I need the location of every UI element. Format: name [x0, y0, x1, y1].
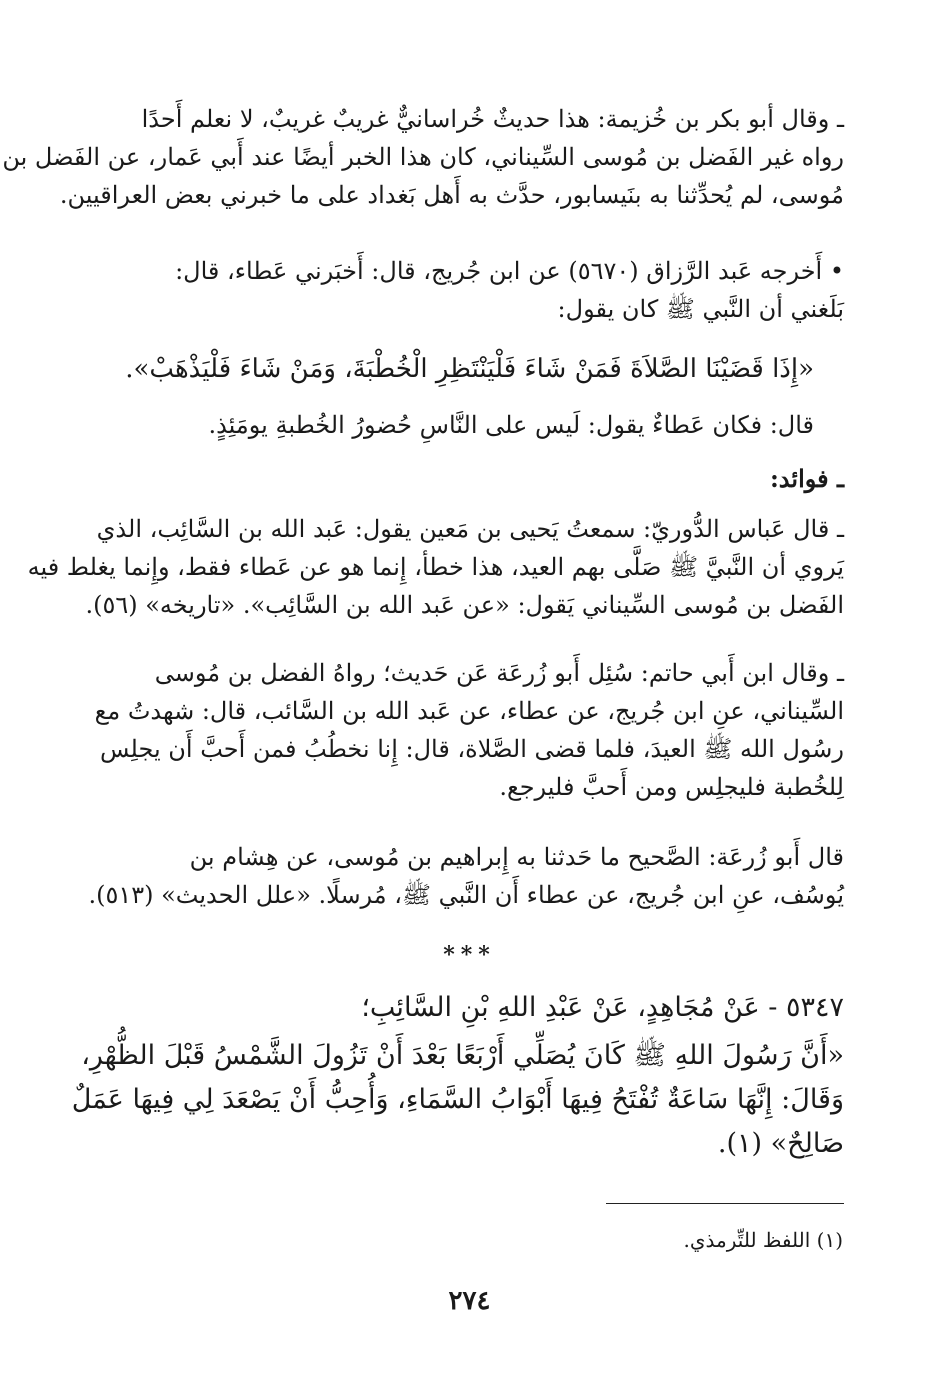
text-line: يُوسُف، عنِ ابن جُريج، عن عطاء أَن النَّبي ﷺ، مُرسلًا. «علل الحديث» (٥١٣).	[88, 881, 844, 909]
quote-text: «إِذَا قَضَيْنَا الصَّلاَةَ فَمَنْ شَاءَ فَلْيَنْتَظِرِ الْخُطْبَةَ، وَمَنْ شَاءَ فَلْيَذْهَبْ».	[125, 354, 814, 384]
benefits-heading	[96, 460, 844, 498]
text-line: صَالِحٌ» (١).	[717, 1128, 844, 1159]
text-line: قال: فكان عَطاءٌ يقول: لَيس على النَّاسِ حُضورُ الخُطبةِ يومَئِذٍ.	[208, 411, 814, 439]
heading-text: ـ فوائد:	[769, 464, 844, 493]
footnote-divider	[606, 1203, 844, 1204]
text-line: قال أَبو زُرعَة: الصَّحيح ما حَدثنا به إِبراهيم بن مُوسى، عن هِشام بن	[189, 843, 844, 871]
prophetic-quote	[96, 350, 844, 388]
text-line: مُوسى، لم يُحدِّثنا به بنَيسابور، حدَّث به أَهل بَغداد على ما خبرني بعض العراقيين.	[59, 181, 844, 209]
text-line: ـ وقال ابن أَبي حاتم: سُئِل أَبو زُرعَة عَن حَديث؛ رواهُ الفضل بن مُوسى	[154, 659, 844, 687]
page-number: ٢٧٤	[448, 1286, 491, 1316]
text-line: • أَخرجه عَبد الرَّزاق (٥٦٧٠) عن ابن جُريج، قال: أَخبَرني عَطاء، قال:	[175, 257, 844, 285]
footnote: (١) اللفظ للتِّرمذي.	[683, 1228, 843, 1252]
text-line: بَلَغني أن النَّبي ﷺ كان يقول:	[557, 295, 844, 323]
text-line: السِّيناني، عنِ ابن جُريج، عن عطاء، عن عَبد الله بن السَّائب، قال: شهدتُ مع	[94, 697, 844, 725]
text-line: الفَضل بن مُوسى السِّيناني يَقول: «عن عَبد الله بن السَّائِب». «تاريخه» (٥٦).	[85, 591, 844, 619]
paragraph-ibn-khuzaymah	[2, 100, 844, 214]
text-line: وَقَالَ: إِنَّهَا سَاعَةٌ تُفْتَحُ فِيهَا أَبْوَابُ السَّمَاءِ، وَأُحِبُّ أَنْ يَصْعَدَ لِي فِيهَا عَمَلٌ	[71, 1084, 844, 1115]
text-line: «أَنَّ رَسُولَ اللهِ ﷺ كَانَ يُصَلِّي أَرْبَعًا بَعْدَ أَنْ تَزُولَ الشَّمْسُ قَبْلَ الظُّهْرِ،	[81, 1040, 844, 1071]
hadith-chain	[96, 986, 844, 1030]
hadith-text	[71, 1034, 844, 1166]
text-line: رسُول الله ﷺ العيدَ، فلما قضى الصَّلاة، قال: إِنا نخطُبُ فمن أَحبَّ أَن يجلِس	[99, 735, 844, 763]
text-line: رواه غير الفَضل بن مُوسى السِّيناني، كان هذا الخبر أيضًا عند أَبي عَمار، عن الفَضل بن	[2, 143, 844, 171]
text-line: ـ وقال أبو بكر بن خُزيمة: هذا حديثٌ خُراسانيٌّ غريبٌ غريبٌ، لا نعلم أَحدًا	[141, 105, 844, 133]
paragraph-al-duri	[27, 510, 844, 624]
paragraph-ibn-abi-hatim	[96, 654, 844, 806]
text-line: لِلخُطبة فليجلِس ومن أَحبَّ فليرجع.	[499, 773, 844, 801]
paragraph-abd-al-razzaq	[96, 252, 844, 328]
hadith-number-line: ٥٣٤٧ - عَنْ مُجَاهِدٍ، عَنْ عَبْدِ اللهِ بْنِ السَّائِبِ؛	[361, 992, 844, 1023]
paragraph-abu-zura	[88, 838, 844, 914]
section-separator: ***	[443, 942, 496, 968]
paragraph-ata	[96, 406, 844, 444]
text-line: ـ قال عَباس الدُّوريّ: سمعتُ يَحيى بن مَعين يقول: عَبد الله بن السَّائِب، الذي	[96, 515, 844, 543]
text-line: يَروي أن النَّبيَّ ﷺ صَلَّى بهم العيد، هذا خطأ، إِنما هو عن عَطاء فقط، وإِنما يغلط فيه	[27, 553, 844, 581]
